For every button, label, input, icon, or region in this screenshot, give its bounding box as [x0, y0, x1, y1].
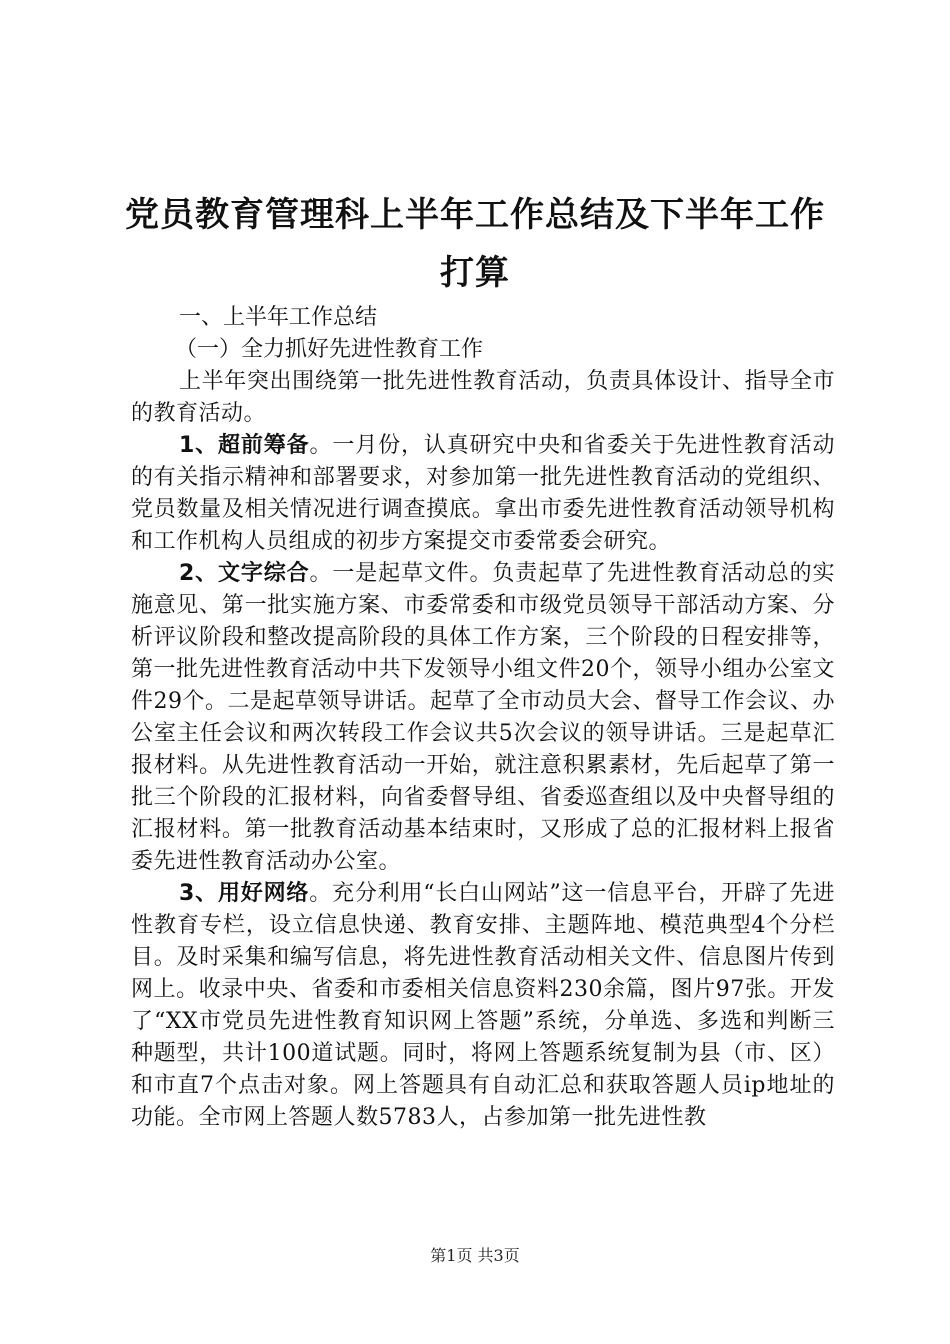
intro-paragraph: 上半年突出围绕第一批先进性教育活动，负责具体设计、指导全市的教育活动。 — [131, 369, 835, 426]
paragraph-item-2 — [131, 558, 835, 878]
paragraph-item-1 — [131, 430, 835, 558]
paragraph-lead: 2、文字综合 — [179, 561, 310, 586]
paragraph-text: 。一是起草文件。负责起草了先进性教育活动总的实施意见、第一批实施方案、市委常委和市级党员领导干部活动方案、分析评议阶段和整改提高阶段的具体工作方案，三个阶段的日程安排等，第一批先进性教育活动中共下发领导小组文件20个，领导小组办公室文件29个。二是起草领导讲话。起草了全市动员大会、督导工作会议、办公室主任会议和两次转段工作会议共5次会议的领导讲话。三是起草汇报材料。从先进性教育活动一开始，就注意积累素材，先后起草了第一批三个阶段的汇报材料，向省委督导组、省委巡查组以及中央督导组的汇报材料。第一批教育活动基本结束时，又形成了总的汇报材料上报省委先进性教育活动办公室。 — [131, 561, 835, 874]
page-number-footer: 第1页 共3页 — [430, 1246, 520, 1265]
paragraph-text: 。一月份，认真研究中央和省委关于先进性教育活动的有关指示精神和部署要求，对参加第一批先进性教育活动的党组织、党员数量及相关情况进行调查摸底。拿出市委先进性教育活动领导机构和工作机构人员组成的初步方案提交市委常委会研究。 — [131, 433, 835, 554]
paragraph-item-3 — [131, 878, 835, 1134]
paragraph-text: 。充分利用“长白山网站”这一信息平台，开辟了先进性教育专栏，设立信息快递、教育安排、主题阵地、模范典型4个分栏目。及时采集和编写信息，将先进性教育活动相关文件、信息图片传到网上。收录中央、省委和市委相关信息资料230余篇，图片97张。开发了“XX市党员先进性教育知识网上答题”系统，分单选、多选和判断三种题型，共计100道试题。同时，将网上答题系统复制为县（市、区）和市直7个点击对象。网上答题具有自动汇总和获取答题人员ip地址的功能。全市网上答题人数5783人，占参加第一批先进性教 — [131, 881, 836, 1130]
section-heading: 一、上半年工作总结 — [179, 305, 378, 330]
document-title: 党员教育管理科上半年工作总结及下半年工作打算 — [125, 195, 825, 293]
paragraph-lead: 1、超前筹备 — [179, 433, 310, 458]
document-body — [131, 302, 835, 1134]
paragraph-lead: 3、用好网络 — [179, 881, 310, 906]
subsection-heading: （一）全力抓好先进性教育工作 — [175, 337, 484, 362]
